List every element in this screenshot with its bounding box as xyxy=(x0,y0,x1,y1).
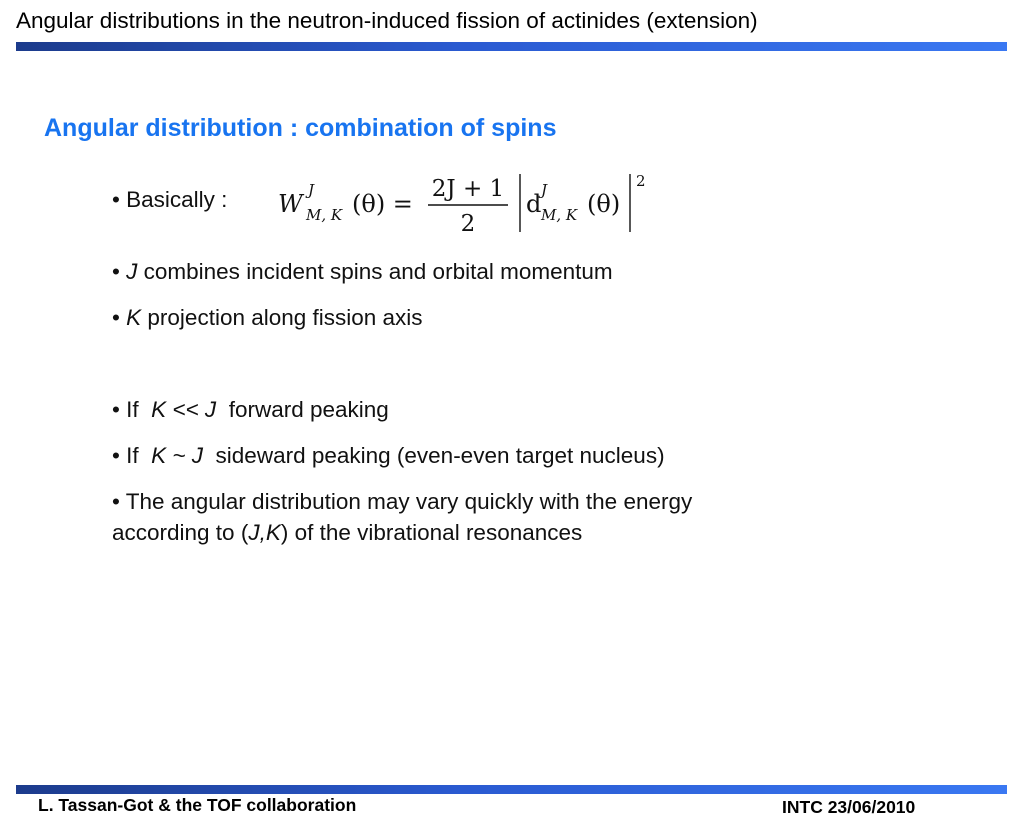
formula-lhs-w: W xyxy=(278,190,303,218)
formula-lhs-sub: M, K xyxy=(306,206,343,224)
formula-rhs-sup: J xyxy=(541,181,548,199)
bullet-k-var: K xyxy=(126,305,142,330)
bullet-energy-line1: • The angular distribution may vary quickly with the energy xyxy=(112,489,693,514)
bullet-j: • J combines incident spins and orbital momentum xyxy=(112,259,613,284)
slide-header-title: Angular distributions in the neutron-induced fission of actinides (extension) xyxy=(16,8,758,33)
bullet-sideward-peaking: • If K ~ J sideward peaking (even-even target nucleus) xyxy=(112,443,665,468)
formula-rhs-arg: (θ) xyxy=(587,190,621,218)
footer-author: L. Tassan-Got & the TOF collaboration xyxy=(38,795,357,815)
bullet-k: • K projection along fission axis xyxy=(112,305,423,330)
formula-power: 2 xyxy=(636,172,646,190)
bullet-sideward-cond: K ~ J xyxy=(151,443,204,468)
footer-divider-bar xyxy=(16,785,1007,794)
header-divider-bar xyxy=(16,42,1007,51)
bullet-forward-cond: K << J xyxy=(151,397,217,422)
bullet-forward-peaking: • If K << J forward peaking xyxy=(112,397,389,422)
bullet-energy-line2: according to (J,K) of the vibrational resonances xyxy=(112,520,583,545)
formula-numerator: 2J + 1 xyxy=(431,176,505,202)
footer-date: INTC 23/06/2010 xyxy=(782,797,916,817)
bullet-j-var: J xyxy=(126,259,138,284)
formula-lhs-sup: J xyxy=(308,181,315,199)
section-title: Angular distribution : combination of spins xyxy=(44,114,557,142)
formula-rhs-d: d xyxy=(526,190,542,218)
bullet-energy-variation xyxy=(112,486,692,548)
formula-lhs-arg: (θ) = xyxy=(352,190,413,218)
formula-rhs-sub: M, K xyxy=(541,206,578,224)
bullet-basically: • Basically : xyxy=(112,187,228,212)
formula-denominator: 2 xyxy=(460,211,476,237)
angular-distribution-formula xyxy=(278,168,658,238)
